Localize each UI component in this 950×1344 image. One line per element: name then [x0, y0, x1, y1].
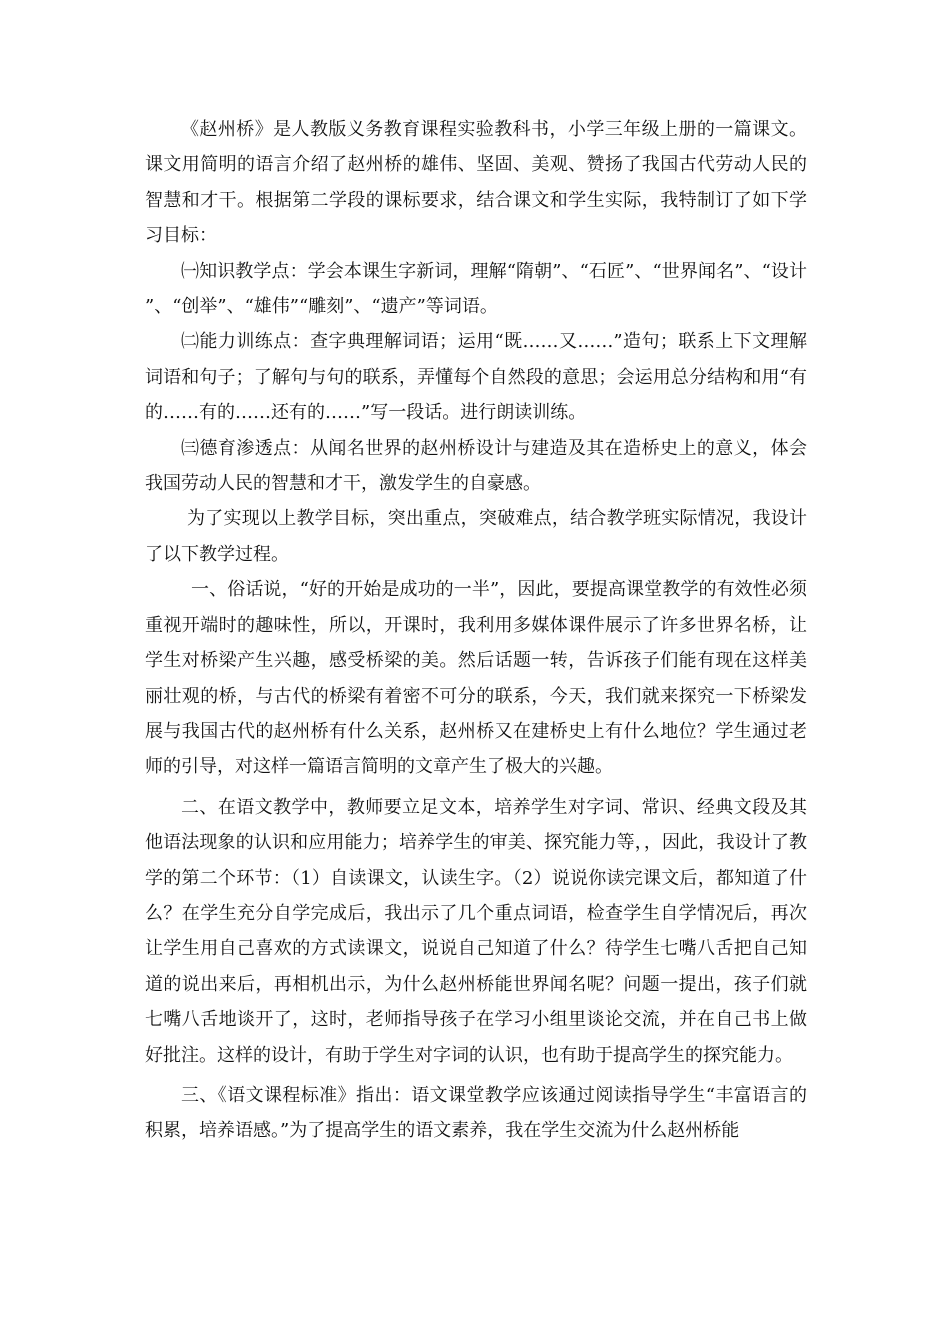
goal-moral-paragraph: ㈢德育渗透点：从闻名世界的赵州桥设计与建造及其在造桥史上的意义，体会我国劳动人民的智慧和才干，激发学生的自豪感。: [145, 437, 807, 495]
step-two-paragraph: 二、在语文教学中，教师要立足文本，培养学生对字词、常识、经典文段及其他语法现象的认识和应用能力；培养学生的审美、探究能力等，，因此，我设计了教学的第二个环节：（1）自读课文，认读生字。（2）说说你读完课文后，都知道了什么？在学生充分自学完成后，我出示了几个重点词语，检查学生自学情况后，再次让学生用自己喜欢的方式读课文，说说自己知道了什么？待学生七嘴八舌把自己知道的说出来后，再相机出示，为什么赵州桥能世界闻名呢？问题一提出，孩子们就七嘴八舌地谈开了，这时，老师指导孩子在学习小组里谈论交流，并在自己书上做好批注。这样的设计，有助于学生对字词的认识，也有助于提高学生的探究能力。: [145, 796, 807, 1066]
intro-paragraph: 《赵州桥》是人教版义务教育课程实验教科书，小学三年级上册的一篇课文。课文用简明的语言介绍了赵州桥的雄伟、坚固、美观、赞扬了我国古代劳动人民的智慧和才干。根据第二学段的课标要求，结合课文和学生实际，我特制订了如下学习目标：: [145, 119, 807, 247]
step-one-paragraph: 一、俗话说，“好的开始是成功的一半”，因此，要提高课堂教学的有效性必须重视开端时的趣味性，所以，开课时，我利用多媒体课件展示了许多世界名桥，让学生对桥梁产生兴趣，感受桥梁的美。然后话题一转，告诉孩子们能有现在这样美丽壮观的桥，与古代的桥梁有着密不可分的联系，今天，我们就来探究一下桥梁发展与我国古代的赵州桥有什么关系，赵州桥又在建桥史上有什么地位？学生通过老师的引导，对这样一篇语言简明的文章产生了极大的兴趣。: [145, 579, 807, 778]
document-page: [145, 112, 807, 1149]
goal-knowledge-paragraph: ㈠知识教学点：学会本课生字新词，理解“隋朝”、“石匠”、“世界闻名”、“设计”、“创举”、“雄伟”“雕刻”、“遗产”等词语。: [145, 260, 807, 318]
goal-ability-paragraph: ㈡能力训练点：查字典理解词语；运用“既……又……”造句；联系上下文理解词语和句子；了解句与句的联系，弄懂每个自然段的意思；会运用总分结构和用“有的……有的……还有的……”写一段话。进行朗读训练。: [145, 331, 807, 424]
process-intro-paragraph: 为了实现以上教学目标，突出重点，突破难点，结合教学班实际情况，我设计了以下教学过程。: [145, 508, 807, 565]
step-three-paragraph: 三、《语文课程标准》指出：语文课堂教学应该通过阅读指导学生“丰富语言的积累，培养语感。”为了提高学生的语文素养，我在学生交流为什么赵州桥能: [145, 1084, 807, 1142]
